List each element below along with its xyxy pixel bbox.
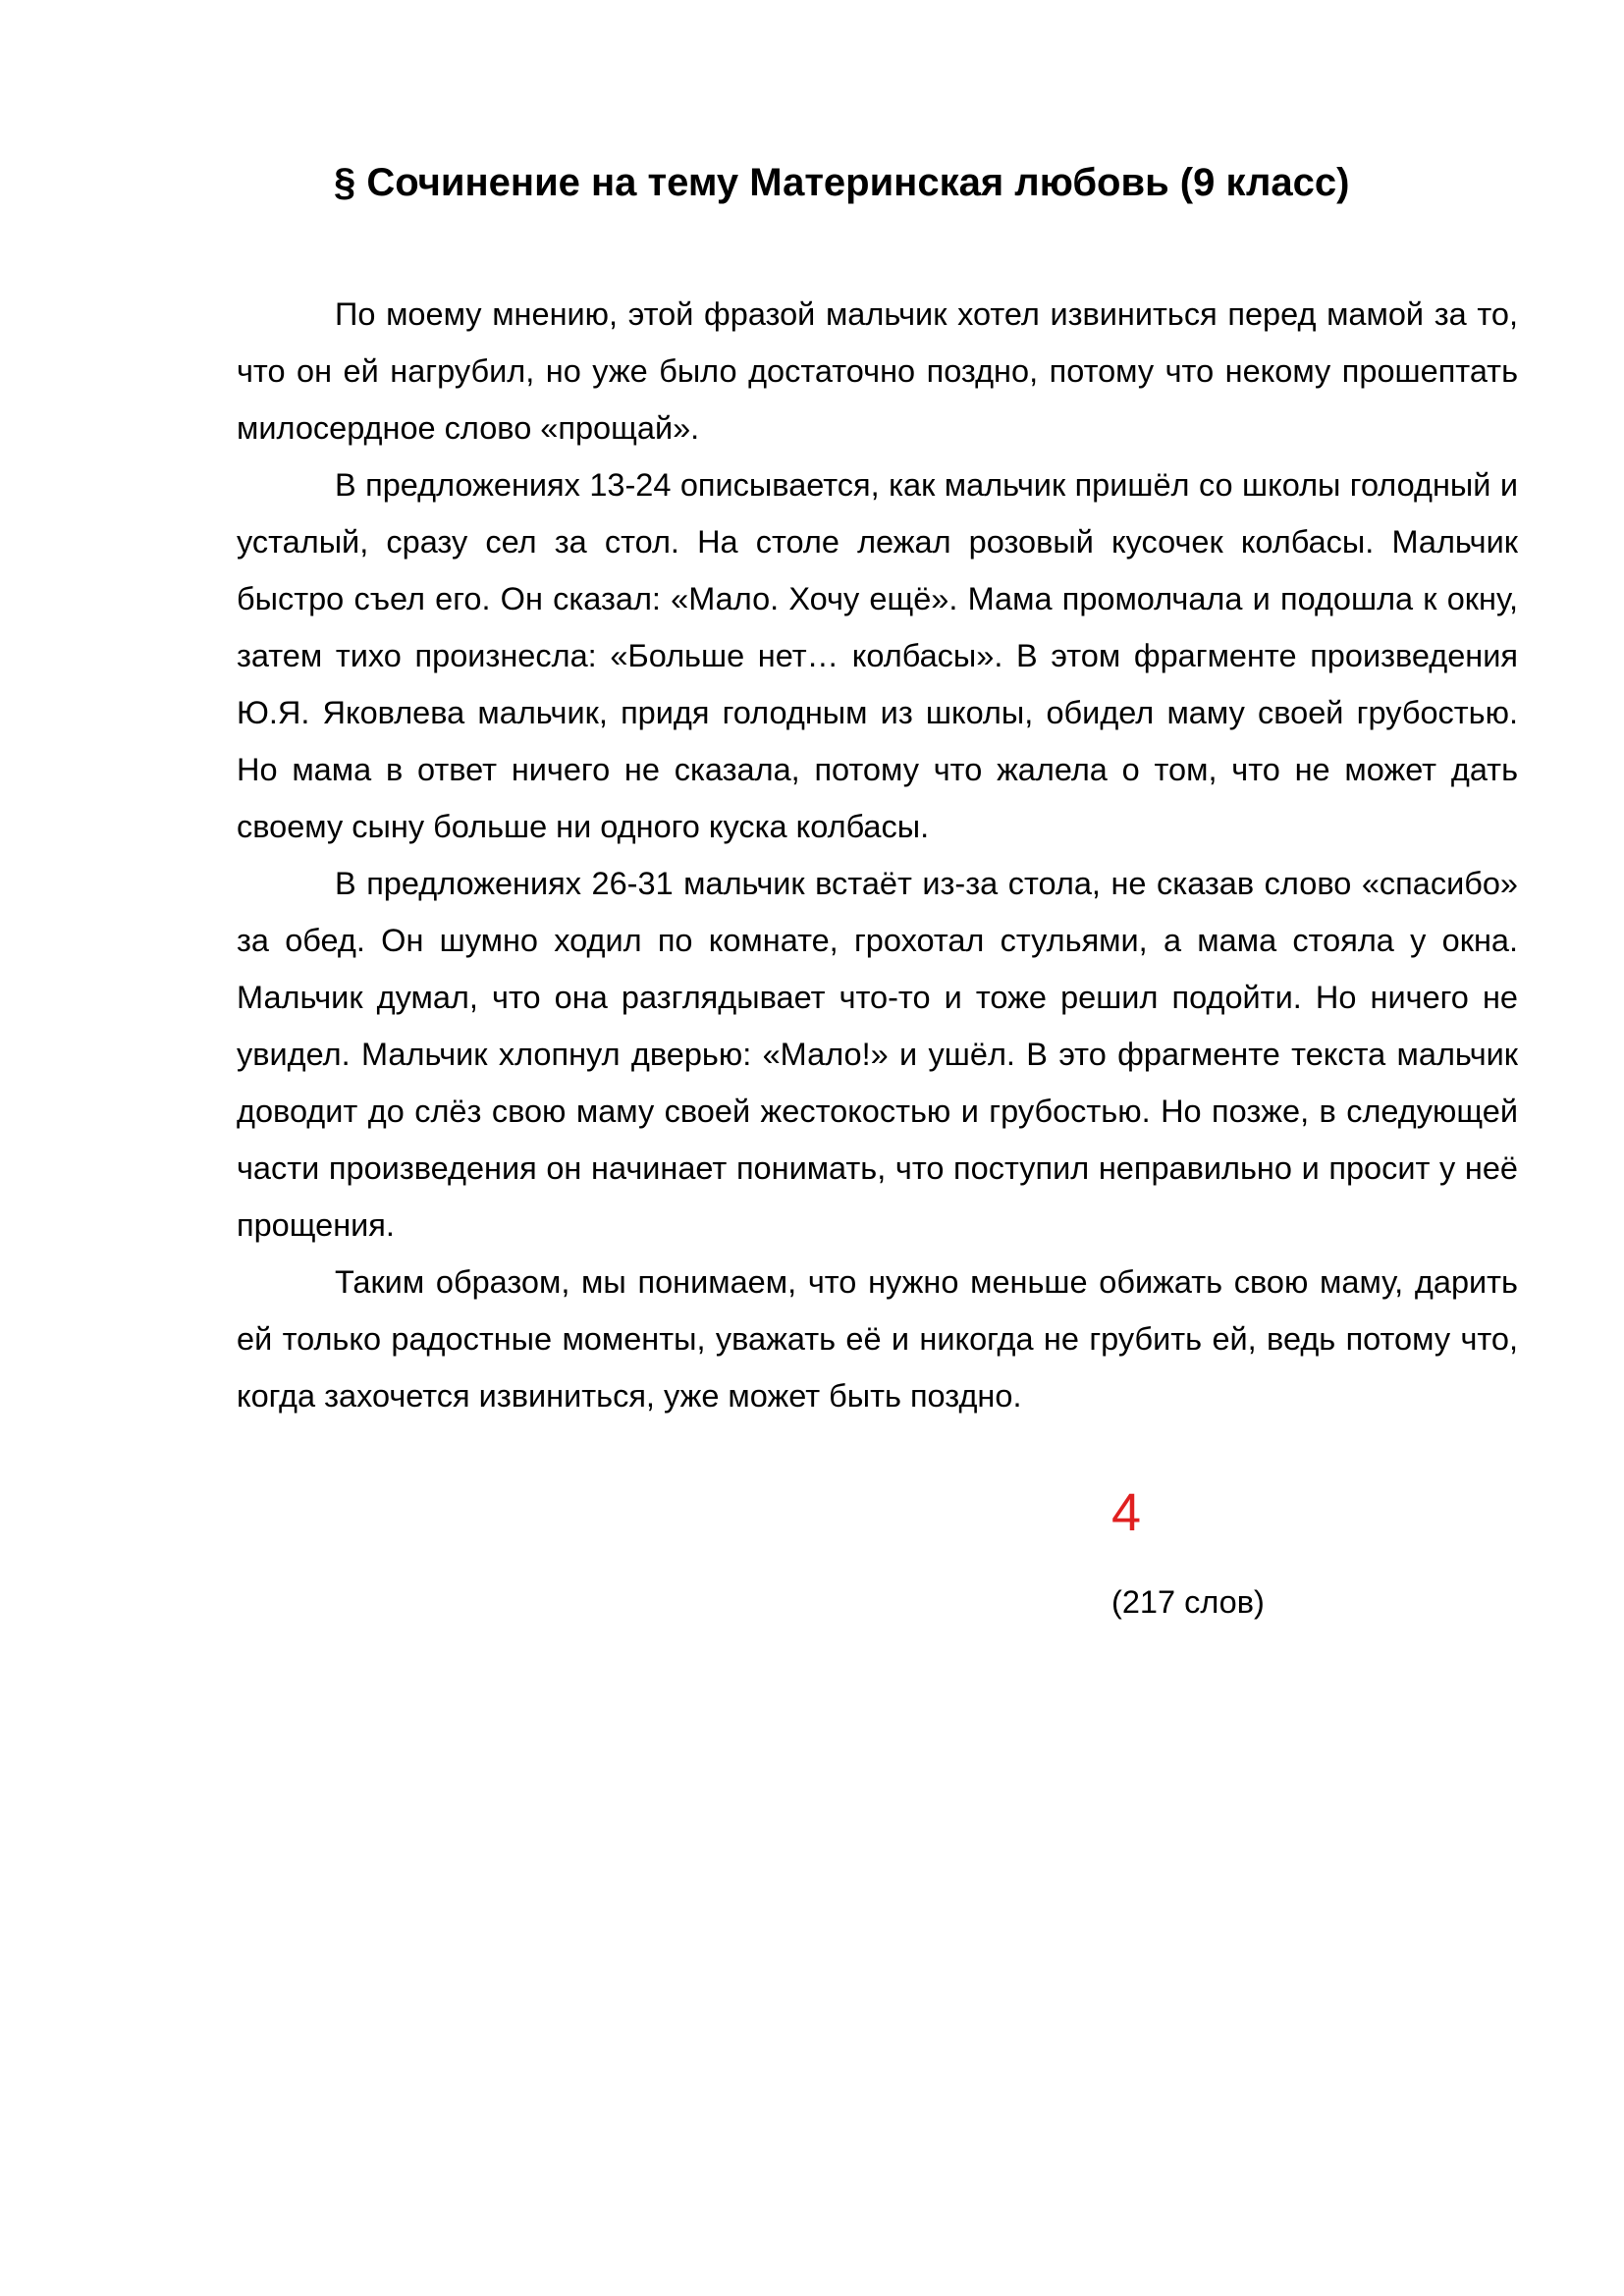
page-title: § Сочинение на тему Материнская любовь (9 класс) <box>334 161 1350 204</box>
word-count: (217 слов) <box>1111 1584 1265 1620</box>
paragraph-4: Таким образом, мы понимаем, что нужно меньше обижать свою маму, дарить ей только радостные моменты, уважать её и никогда не грубить ей, ведь потому что, когда захочется извиниться, уже может быть поздно. <box>237 1264 1518 1414</box>
essay-body <box>237 286 1518 1424</box>
paragraph-2: В предложениях 13-24 описывается, как мальчик пришёл со школы голодный и усталый, сразу сел за стол. На столе лежал розовый кусочек колбасы. Мальчик быстро съел его. Он сказал: «Мало. Хочу ещё». Мама промолчала и подошла к окну, затем тихо произнесла: «Больше нет… колбасы». В этом фрагменте произведения Ю.Я. Яковлева мальчик, придя голодным из школы, обидел маму своей грубостью. Но мама в ответ ничего не сказала, потому что жалела о том, что не может дать своему сыну больше ни одного куска колбасы. <box>237 467 1518 844</box>
paragraph-3: В предложениях 26-31 мальчик встаёт из-за стола, не сказав слово «спасибо» за обед. Он шумно ходил по комнате, грохотал стульями, а мама стояла у окна. Мальчик думал, что она разглядывает что-то и тоже решил подойти. Но ничего не увидел. Мальчик хлопнул дверью: «Мало!» и ушёл. В это фрагменте текста мальчик доводит до слёз свою маму своей жестокостью и грубостью. Но позже, в следующей части произведения он начинает понимать, что поступил неправильно и просит у неё прощения. <box>237 866 1518 1243</box>
grade-mark: 4 <box>1111 1483 1142 1542</box>
paragraph-1: По моему мнению, этой фразой мальчик хотел извиниться перед мамой за то, что он ей нагрубил, но уже было достаточно поздно, потому что некому прошептать милосердное слово «прощай». <box>237 296 1518 446</box>
